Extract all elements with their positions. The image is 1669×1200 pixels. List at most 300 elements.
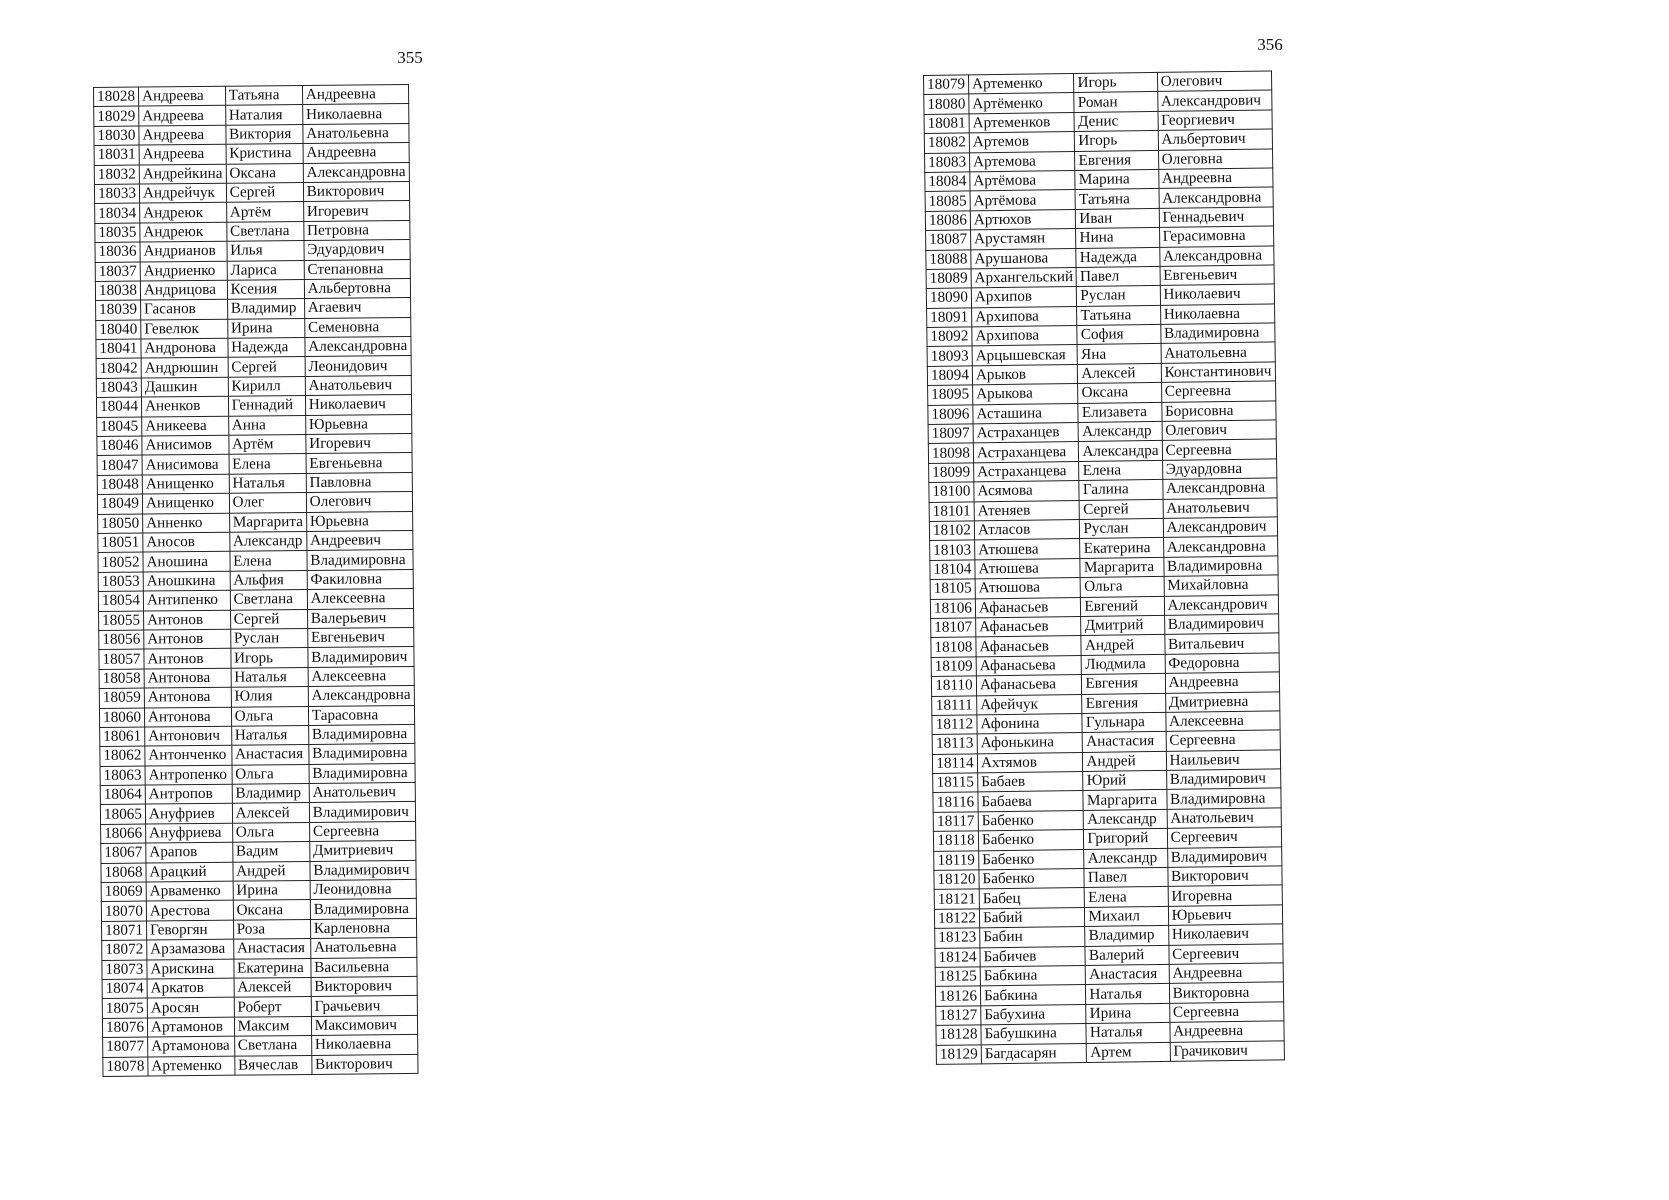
last-name: Асямова bbox=[974, 481, 1080, 502]
last-name: Артемова bbox=[969, 151, 1075, 172]
first-name: Алексей bbox=[234, 977, 311, 997]
row-number: 18055 bbox=[99, 611, 144, 631]
last-name: Аношина bbox=[143, 552, 230, 572]
row-number: 18070 bbox=[101, 901, 146, 921]
first-name: Анастасия bbox=[233, 939, 310, 959]
row-number: 18117 bbox=[933, 812, 978, 832]
row-number: 18097 bbox=[928, 424, 973, 444]
first-name: Сергей bbox=[228, 357, 305, 377]
row-number: 18111 bbox=[932, 695, 977, 715]
patronymic: Федоровна bbox=[1165, 653, 1279, 674]
first-name: Маргарита bbox=[1080, 557, 1163, 577]
last-name: Аникеева bbox=[142, 416, 229, 436]
row-number: 18035 bbox=[95, 223, 140, 243]
first-name: Артём bbox=[226, 202, 303, 222]
first-name: Екатерина bbox=[1080, 538, 1163, 558]
last-name: Арыков bbox=[972, 364, 1078, 385]
row-number: 18106 bbox=[930, 598, 975, 618]
row-number: 18049 bbox=[97, 494, 142, 514]
row-number: 18112 bbox=[932, 715, 977, 735]
first-name: Геннадий bbox=[228, 396, 305, 416]
row-number: 18082 bbox=[924, 133, 969, 153]
row-number: 18122 bbox=[934, 909, 979, 929]
row-number: 18127 bbox=[936, 1006, 981, 1026]
last-name: Антонович bbox=[145, 726, 232, 746]
patronymic: Витальевич bbox=[1164, 633, 1278, 654]
patronymic: Михайловна bbox=[1164, 575, 1278, 596]
last-name: Андреева bbox=[138, 86, 225, 106]
first-name: Людмила bbox=[1082, 654, 1165, 674]
row-number: 18065 bbox=[100, 804, 145, 824]
row-number: 18051 bbox=[98, 533, 143, 553]
last-name: Арестова bbox=[146, 901, 233, 921]
patronymic: Игоревич bbox=[303, 201, 409, 221]
first-name: Елена bbox=[230, 551, 307, 571]
patronymic: Карленовна bbox=[310, 918, 416, 938]
first-name: Альфия bbox=[230, 570, 307, 590]
row-number: 18059 bbox=[99, 688, 144, 708]
first-name: Оксана bbox=[226, 163, 303, 183]
first-name: Илья bbox=[227, 241, 304, 261]
patronymic: Владимировна bbox=[308, 724, 414, 744]
first-name: Екатерина bbox=[234, 958, 311, 978]
patronymic: Анатольевич bbox=[1167, 808, 1281, 829]
first-name: Владимир bbox=[232, 784, 309, 804]
first-name: Владимир bbox=[1085, 926, 1168, 946]
last-name: Андрюшин bbox=[141, 358, 228, 378]
patronymic: Викторовна bbox=[1169, 982, 1283, 1003]
first-name: Светлана bbox=[226, 221, 303, 241]
row-number: 18128 bbox=[936, 1025, 981, 1045]
last-name: Афанасьев bbox=[976, 616, 1082, 637]
first-name: Евгений bbox=[1081, 596, 1164, 616]
last-name: Архипов bbox=[971, 287, 1077, 308]
row-number: 18047 bbox=[97, 455, 142, 475]
last-name: Артёмова bbox=[970, 190, 1076, 211]
first-name: Галина bbox=[1079, 480, 1162, 500]
last-name: Анисимов bbox=[142, 435, 229, 455]
first-name: Андрей bbox=[1083, 751, 1166, 771]
patronymic: Александровна bbox=[305, 337, 411, 357]
patronymic: Герасимовна bbox=[1159, 226, 1273, 247]
last-name: Афанасьева bbox=[976, 655, 1082, 676]
first-name: Павел bbox=[1084, 867, 1167, 887]
patronymic: Алексеевна bbox=[1165, 711, 1279, 732]
row-number: 18075 bbox=[102, 998, 147, 1018]
row-number: 18121 bbox=[934, 889, 979, 909]
patronymic: Владимировна bbox=[307, 550, 413, 570]
last-name: Арапов bbox=[146, 842, 233, 862]
patronymic: Дмитриевич bbox=[310, 841, 416, 861]
first-name: Татьяна bbox=[1075, 189, 1158, 209]
last-name: Гасанов bbox=[141, 300, 228, 320]
patronymic: Сергеевна bbox=[1169, 1002, 1283, 1023]
last-name: Арискина bbox=[147, 959, 234, 979]
last-name: Арзамазова bbox=[147, 939, 234, 959]
last-name: Андреева bbox=[139, 106, 226, 126]
row-number: 18100 bbox=[929, 482, 974, 502]
row-number: 18092 bbox=[927, 327, 972, 347]
patronymic: Георгиевич bbox=[1158, 110, 1272, 131]
first-name: Юлия bbox=[231, 687, 308, 707]
row-number: 18056 bbox=[99, 630, 144, 650]
row-number: 18129 bbox=[936, 1044, 981, 1064]
row-number: 18041 bbox=[96, 339, 141, 359]
first-name: Игорь bbox=[1074, 72, 1157, 92]
last-name: Бабкина bbox=[980, 985, 1086, 1006]
row-number: 18053 bbox=[98, 572, 143, 592]
patronymic: Николаевна bbox=[1160, 304, 1274, 325]
last-name: Арыкова bbox=[973, 384, 1079, 405]
first-name: Руслан bbox=[230, 628, 307, 648]
first-name: Ксения bbox=[227, 279, 304, 299]
patronymic: Олегович bbox=[1157, 71, 1271, 92]
last-name: Ануфриев bbox=[145, 804, 232, 824]
last-name: Антонова bbox=[144, 687, 231, 707]
patronymic: Александровна bbox=[1159, 187, 1273, 208]
patronymic: Сергеевна bbox=[1166, 730, 1280, 751]
row-number: 18114 bbox=[932, 754, 977, 774]
patronymic: Агаевич bbox=[304, 298, 410, 318]
last-name: Бабкина bbox=[980, 965, 1086, 986]
row-number: 18031 bbox=[94, 145, 139, 165]
last-name: Атюшева bbox=[975, 558, 1081, 579]
patronymic: Анатольевна bbox=[303, 123, 409, 143]
last-name: Андреюк bbox=[140, 203, 227, 223]
first-name: Лариса bbox=[227, 260, 304, 280]
table-row bbox=[936, 1040, 1284, 1064]
last-name: Бабин bbox=[980, 927, 1086, 948]
patronymic: Анатольевич bbox=[305, 375, 411, 395]
row-number: 18083 bbox=[925, 152, 970, 172]
patronymic: Николаевич bbox=[1160, 284, 1274, 305]
first-name: Артём bbox=[228, 435, 305, 455]
last-name: Астраханцев bbox=[973, 423, 1079, 444]
patronymic: Владимировна bbox=[1160, 323, 1274, 344]
first-name: Михаил bbox=[1085, 906, 1168, 926]
row-number: 18069 bbox=[101, 882, 146, 902]
row-number: 18063 bbox=[100, 766, 145, 786]
first-name: Виктория bbox=[226, 124, 303, 144]
last-name: Анищенко bbox=[142, 493, 229, 513]
patronymic: Николаевич bbox=[305, 395, 411, 415]
last-name: Бабичев bbox=[980, 946, 1086, 967]
last-name: Афонина bbox=[977, 713, 1083, 734]
last-name: Аношкина bbox=[143, 571, 230, 591]
first-name: Андрей bbox=[233, 861, 310, 881]
first-name: Александр bbox=[1084, 848, 1167, 868]
last-name: Андреева bbox=[139, 125, 226, 145]
patronymic: Юрьевич bbox=[1168, 905, 1282, 926]
first-name: Маргарита bbox=[229, 512, 306, 532]
registry-table bbox=[93, 84, 418, 1077]
row-number: 18077 bbox=[103, 1037, 148, 1057]
last-name: Аркатов bbox=[147, 978, 234, 998]
patronymic: Владимировна bbox=[309, 763, 415, 783]
row-number: 18101 bbox=[929, 501, 974, 521]
patronymic: Викторович bbox=[1168, 866, 1282, 887]
patronymic: Юрьевна bbox=[306, 511, 412, 531]
row-number: 18040 bbox=[96, 320, 141, 340]
last-name: Андрейчук bbox=[139, 183, 226, 203]
patronymic: Андреевна bbox=[1169, 963, 1283, 984]
row-number: 18107 bbox=[931, 618, 976, 638]
first-name: Надежда bbox=[228, 338, 305, 358]
last-name: Астраханцева bbox=[973, 442, 1079, 463]
row-number: 18086 bbox=[925, 211, 970, 231]
patronymic: Сергеевна bbox=[309, 821, 415, 841]
first-name: Сергей bbox=[230, 609, 307, 629]
first-name: Кирилл bbox=[228, 376, 305, 396]
first-name: Александр bbox=[1079, 421, 1162, 441]
last-name: Арваменко bbox=[146, 881, 233, 901]
last-name: Гевелюк bbox=[141, 319, 228, 339]
row-number: 18099 bbox=[929, 463, 974, 483]
last-name: Артёменко bbox=[969, 93, 1075, 114]
last-name: Ахтямов bbox=[977, 752, 1083, 773]
last-name: Афанасьева bbox=[976, 675, 1082, 696]
first-name: Алексей bbox=[232, 803, 309, 823]
first-name: Артем bbox=[1087, 1042, 1170, 1062]
row-number: 18089 bbox=[926, 269, 971, 289]
first-name: Оксана bbox=[1078, 383, 1161, 403]
patronymic: Грачьевич bbox=[311, 996, 417, 1016]
first-name: Наталия bbox=[225, 105, 302, 125]
row-number: 18102 bbox=[929, 521, 974, 541]
last-name: Бабаева bbox=[978, 791, 1084, 812]
row-number: 18071 bbox=[102, 921, 147, 941]
first-name: Елена bbox=[1085, 887, 1168, 907]
first-name: Надежда bbox=[1076, 247, 1159, 267]
last-name: Афанасьев bbox=[976, 636, 1082, 657]
patronymic: Олегович bbox=[306, 492, 412, 512]
last-name: Афонькина bbox=[977, 733, 1083, 754]
patronymic: Андреевна bbox=[303, 143, 409, 163]
last-name: Арацкий bbox=[146, 862, 233, 882]
patronymic: Максимович bbox=[311, 1015, 417, 1035]
patronymic: Эдуардовна bbox=[1162, 459, 1276, 480]
row-number: 18113 bbox=[932, 734, 977, 754]
row-number: 18067 bbox=[101, 843, 146, 863]
patronymic: Факиловна bbox=[307, 569, 413, 589]
patronymic: Анатольевич bbox=[1163, 498, 1277, 519]
patronymic: Олегович bbox=[1162, 420, 1276, 441]
row-number: 18085 bbox=[925, 191, 970, 211]
first-name: Александр bbox=[229, 531, 306, 551]
patronymic: Борисовна bbox=[1161, 401, 1275, 422]
patronymic: Владимировна bbox=[1163, 556, 1277, 577]
patronymic: Александрович bbox=[1163, 517, 1277, 538]
patronymic: Владимирович bbox=[1166, 769, 1280, 790]
last-name: Арушанова bbox=[971, 248, 1077, 269]
row-number: 18030 bbox=[94, 126, 139, 146]
patronymic: Александровна bbox=[1162, 478, 1276, 499]
patronymic: Владимировна bbox=[1166, 788, 1280, 809]
row-number: 18109 bbox=[931, 657, 976, 677]
first-name: Иван bbox=[1076, 208, 1159, 228]
last-name: Антонов bbox=[144, 629, 231, 649]
page-number: 356 bbox=[1257, 35, 1283, 54]
last-name: Артеменков bbox=[969, 112, 1075, 133]
row-number: 18074 bbox=[102, 979, 147, 999]
row-number: 18062 bbox=[100, 746, 145, 766]
last-name: Арустамян bbox=[971, 229, 1077, 250]
last-name: Андрианов bbox=[140, 241, 227, 261]
first-name: Сергей bbox=[1080, 499, 1163, 519]
patronymic: Александровна bbox=[303, 162, 409, 182]
row-number: 18057 bbox=[99, 649, 144, 669]
patronymic: Андреевна bbox=[1158, 168, 1272, 189]
row-number: 18119 bbox=[934, 850, 979, 870]
row-number: 18037 bbox=[95, 262, 140, 282]
last-name: Геворгян bbox=[146, 920, 233, 940]
first-name: Роберт bbox=[234, 997, 311, 1017]
first-name: Валерий bbox=[1085, 945, 1168, 965]
patronymic: Семеновна bbox=[304, 317, 410, 337]
patronymic: Андреевич bbox=[307, 530, 413, 550]
patronymic: Васильевна bbox=[311, 957, 417, 977]
patronymic: Юрьевна bbox=[305, 414, 411, 434]
row-number: 18043 bbox=[96, 378, 141, 398]
row-number: 18038 bbox=[95, 281, 140, 301]
patronymic: Николаевич bbox=[1168, 924, 1282, 945]
row-number: 18108 bbox=[931, 637, 976, 657]
row-number: 18081 bbox=[924, 114, 969, 134]
last-name: Анненко bbox=[143, 513, 230, 533]
row-number: 18028 bbox=[94, 87, 139, 107]
last-name: Атюшева bbox=[975, 539, 1081, 560]
last-name: Антонова bbox=[144, 668, 231, 688]
first-name: Игорь bbox=[1075, 131, 1158, 151]
patronymic: Владимирович bbox=[1164, 614, 1278, 635]
row-number: 18072 bbox=[102, 940, 147, 960]
first-name: Ирина bbox=[227, 318, 304, 338]
row-number: 18036 bbox=[95, 242, 140, 262]
patronymic: Павловна bbox=[306, 472, 412, 492]
first-name: Владимир bbox=[227, 299, 304, 319]
last-name: Дашкин bbox=[141, 377, 228, 397]
first-name: Роза bbox=[233, 919, 310, 939]
patronymic: Олеговна bbox=[1158, 148, 1272, 169]
row-number: 18095 bbox=[928, 385, 973, 405]
last-name: Антонченко bbox=[145, 745, 232, 765]
first-name: Игорь bbox=[231, 648, 308, 668]
patronymic: Евгеньевич bbox=[1160, 265, 1274, 286]
row-number: 18048 bbox=[97, 475, 142, 495]
patronymic: Владимировна bbox=[309, 744, 415, 764]
first-name: Светлана bbox=[234, 1036, 311, 1056]
first-name: Ольга bbox=[232, 764, 309, 784]
last-name: Архипова bbox=[972, 326, 1078, 347]
first-name: Евгения bbox=[1075, 150, 1158, 170]
patronymic: Сергеевич bbox=[1167, 827, 1281, 848]
last-name: Багдасарян bbox=[981, 1043, 1087, 1064]
last-name: Бабий bbox=[979, 907, 1085, 928]
page-number: 355 bbox=[397, 48, 423, 67]
row-number: 18045 bbox=[97, 417, 142, 437]
row-number: 18064 bbox=[100, 785, 145, 805]
last-name: Атласов bbox=[974, 519, 1080, 540]
last-name: Анисимова bbox=[142, 455, 229, 475]
row-number: 18094 bbox=[927, 366, 972, 386]
row-number: 18080 bbox=[924, 94, 969, 114]
last-name: Анищенко bbox=[142, 474, 229, 494]
first-name: Ирина bbox=[233, 880, 310, 900]
row-number: 18034 bbox=[95, 203, 140, 223]
first-name: Татьяна bbox=[225, 85, 302, 105]
last-name: Андриенко bbox=[140, 261, 227, 281]
patronymic: Алексеевна bbox=[307, 589, 413, 609]
patronymic: Викторович bbox=[311, 976, 417, 996]
row-number: 18042 bbox=[96, 359, 141, 379]
patronymic: Анатольевна bbox=[1161, 342, 1275, 363]
last-name: Антипенко bbox=[143, 590, 230, 610]
patronymic: Эдуардович bbox=[304, 240, 410, 260]
first-name: Сергей bbox=[226, 182, 303, 202]
last-name: Атюшова bbox=[975, 578, 1081, 599]
first-name: Руслан bbox=[1077, 286, 1160, 306]
first-name: Александр bbox=[1084, 809, 1167, 829]
last-name: Антонов bbox=[144, 649, 231, 669]
row-number: 18052 bbox=[98, 552, 143, 572]
row-number: 18060 bbox=[99, 708, 144, 728]
first-name: Руслан bbox=[1080, 518, 1163, 538]
last-name: Архангельский bbox=[971, 267, 1077, 288]
last-name: Артемов bbox=[969, 132, 1075, 153]
patronymic: Наильевич bbox=[1166, 750, 1280, 771]
row-number: 18084 bbox=[925, 172, 970, 192]
row-number: 18126 bbox=[935, 986, 980, 1006]
first-name: Кристина bbox=[226, 144, 303, 164]
patronymic: Андреевна bbox=[1170, 1021, 1284, 1042]
first-name: Ольга bbox=[232, 822, 309, 842]
first-name: Ольга bbox=[231, 706, 308, 726]
row-number: 18096 bbox=[928, 405, 973, 425]
last-name: Антропов bbox=[145, 784, 232, 804]
patronymic: Игоревич bbox=[306, 433, 412, 453]
last-name: Артамонов bbox=[147, 1017, 234, 1037]
last-name: Бабенко bbox=[978, 830, 1084, 851]
last-name: Артамонова bbox=[148, 1036, 235, 1056]
patronymic: Сергеевна bbox=[1161, 381, 1275, 402]
patronymic: Грачикович bbox=[1170, 1040, 1284, 1061]
row-number: 18093 bbox=[927, 346, 972, 366]
last-name: Антонова bbox=[144, 707, 231, 727]
first-name: Максим bbox=[234, 1016, 311, 1036]
last-name: Арцышевская bbox=[972, 345, 1078, 366]
last-name: Антропенко bbox=[145, 765, 232, 785]
first-name: Нина bbox=[1076, 228, 1159, 248]
first-name: Вадим bbox=[232, 842, 309, 862]
row-number: 18076 bbox=[102, 1018, 147, 1038]
row-number: 18058 bbox=[99, 669, 144, 689]
last-name: Андронова bbox=[141, 338, 228, 358]
first-name: Роман bbox=[1074, 92, 1157, 112]
patronymic: Анатольевич bbox=[309, 783, 415, 803]
first-name: Елена bbox=[1079, 460, 1162, 480]
last-name: Ануфриева bbox=[146, 823, 233, 843]
row-number: 18118 bbox=[933, 831, 978, 851]
patronymic: Игоревна bbox=[1168, 885, 1282, 906]
first-name: Анна bbox=[228, 415, 305, 435]
patronymic: Андреевна bbox=[302, 84, 408, 104]
first-name: Денис bbox=[1074, 111, 1157, 131]
patronymic: Александрович bbox=[1157, 90, 1271, 111]
last-name: Бабушкина bbox=[981, 1024, 1087, 1045]
first-name: Андрей bbox=[1081, 635, 1164, 655]
first-name: Александра bbox=[1079, 441, 1162, 461]
first-name: Анастасия bbox=[1086, 964, 1169, 984]
